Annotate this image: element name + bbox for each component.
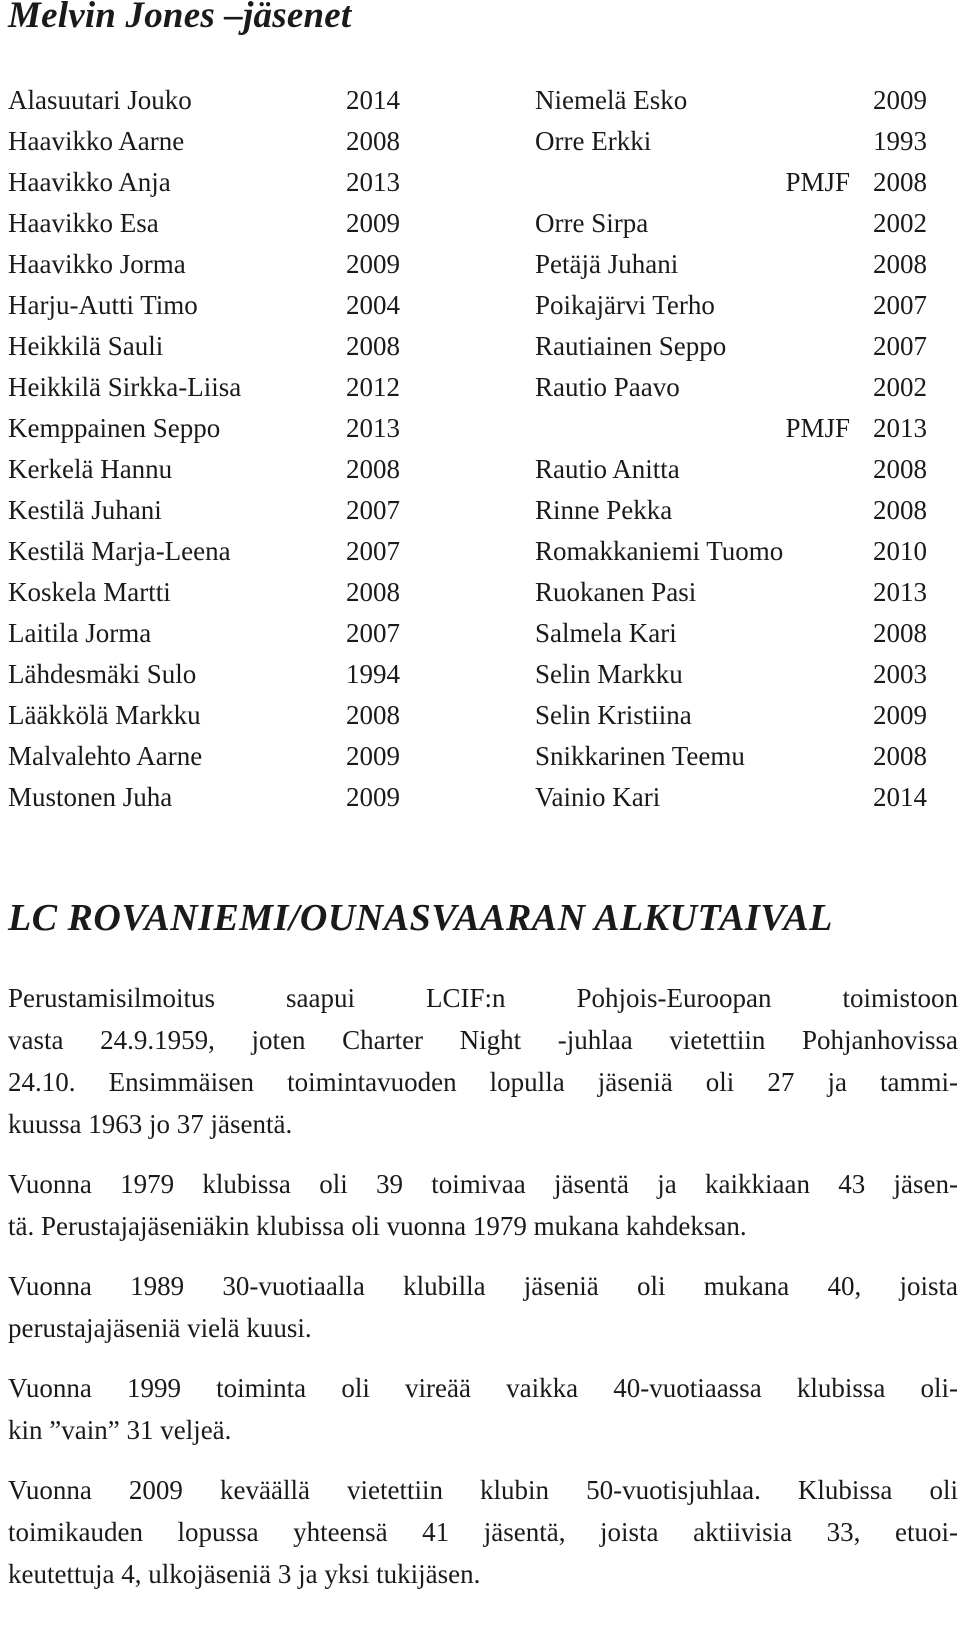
member-row	[535, 490, 927, 531]
member-row	[8, 203, 400, 244]
member-name: Orre Erkki	[535, 126, 652, 156]
member-year: 2008	[873, 167, 927, 197]
member-name: Heikkilä Sirkka-Liisa	[8, 372, 242, 402]
history-body	[8, 977, 958, 1613]
text-line: vasta 24.9.1959, joten Charter Night -juhlaa vietettiin Pohjanhovissa	[8, 1025, 958, 1055]
member-name: Haavikko Jorma	[8, 249, 186, 279]
history-heading: LC ROVANIEMI/OUNASVAARAN ALKUTAIVAL	[8, 897, 833, 939]
member-row	[8, 285, 400, 326]
page-title: Melvin Jones –jäsenet	[8, 0, 352, 36]
member-name: Heikkilä Sauli	[8, 331, 164, 361]
member-name: Rautio Paavo	[535, 372, 680, 402]
member-row	[8, 326, 400, 367]
member-year: 2008	[873, 495, 927, 525]
text-line: toimikauden lopussa yhteensä 41 jäsentä, joista aktiivisia 33, etuoi-	[8, 1517, 958, 1547]
member-year: 2008	[873, 249, 927, 279]
text-line: keutettuja 4, ulkojäseniä 3 ja yksi tukijäsen.	[8, 1559, 481, 1589]
member-year: 2007	[346, 495, 400, 525]
member-row	[8, 736, 400, 777]
member-row	[535, 203, 927, 244]
member-year: 2003	[873, 659, 927, 689]
member-name: Romakkaniemi Tuomo	[535, 536, 784, 566]
member-year: 2007	[346, 536, 400, 566]
text-line: Vuonna 1979 klubissa oli 39 toimivaa jäsentä ja kaikkiaan 43 jäsen-	[8, 1169, 958, 1199]
paragraph	[8, 1265, 958, 1349]
text-line: 24.10. Ensimmäisen toimintavuoden lopulla jäseniä oli 27 ja tammi-	[8, 1067, 958, 1097]
member-row	[535, 449, 927, 490]
member-year: 2004	[346, 290, 400, 320]
member-name: Poikajärvi Terho	[535, 290, 715, 320]
member-name: Salmela Kari	[535, 618, 677, 648]
member-row	[535, 777, 927, 818]
member-row	[535, 736, 927, 777]
member-row	[8, 80, 400, 121]
member-award-row	[535, 162, 927, 203]
member-year: 2014	[346, 85, 400, 115]
member-row	[535, 326, 927, 367]
member-row	[8, 777, 400, 818]
member-year: 2014	[873, 782, 927, 812]
text-line: kuussa 1963 jo 37 jäsentä.	[8, 1109, 293, 1139]
text-line: tä. Perustajajäseniäkin klubissa oli vuonna 1979 mukana kahdeksan.	[8, 1211, 747, 1241]
member-row	[535, 613, 927, 654]
member-name: Harju-Autti Timo	[8, 290, 198, 320]
member-award-row	[535, 408, 927, 449]
member-year: 2013	[873, 577, 927, 607]
member-name: Petäjä Juhani	[535, 249, 679, 279]
member-row	[535, 121, 927, 162]
paragraph	[8, 1469, 958, 1595]
member-year: 2007	[346, 618, 400, 648]
member-row	[535, 285, 927, 326]
member-row	[535, 695, 927, 736]
member-name: Orre Sirpa	[535, 208, 649, 238]
member-year: 2009	[873, 85, 927, 115]
member-name: Haavikko Esa	[8, 208, 159, 238]
member-year: 2012	[346, 372, 400, 402]
member-name: Laitila Jorma	[8, 618, 152, 648]
member-row	[8, 613, 400, 654]
member-year: 2013	[873, 413, 927, 443]
member-year: 2002	[873, 372, 927, 402]
pmjf-label: PMJF	[785, 413, 850, 443]
member-year: 2008	[873, 741, 927, 771]
member-name: Vainio Kari	[535, 782, 661, 812]
member-year: 2008	[873, 618, 927, 648]
member-row	[535, 654, 927, 695]
paragraph	[8, 1367, 958, 1451]
member-row	[535, 367, 927, 408]
member-name: Haavikko Aarne	[8, 126, 185, 156]
member-year: 2008	[346, 454, 400, 484]
member-year: 2008	[346, 331, 400, 361]
member-year: 2007	[873, 331, 927, 361]
member-name: Mustonen Juha	[8, 782, 173, 812]
text-line: Vuonna 1989 30-vuotiaalla klubilla jäseniä oli mukana 40, joista	[8, 1271, 958, 1301]
member-name: Rinne Pekka	[535, 495, 673, 525]
member-year: 2008	[346, 700, 400, 730]
text-line: Perustamisilmoitus saapui LCIF:n Pohjois-Euroopan toimistoon	[8, 983, 958, 1013]
member-row	[535, 572, 927, 613]
members-column-right	[535, 80, 927, 818]
member-year: 2009	[346, 208, 400, 238]
member-row	[8, 121, 400, 162]
member-name: Haavikko Anja	[8, 167, 171, 197]
member-year: 2013	[346, 167, 400, 197]
member-row	[535, 244, 927, 285]
member-year: 2009	[346, 741, 400, 771]
member-year: 2013	[346, 413, 400, 443]
member-row	[535, 531, 927, 572]
member-year: 2008	[873, 454, 927, 484]
member-row	[8, 490, 400, 531]
member-name: Rautio Anitta	[535, 454, 680, 484]
member-year: 2009	[873, 700, 927, 730]
member-name: Kestilä Marja-Leena	[8, 536, 231, 566]
member-year: 2008	[346, 577, 400, 607]
text-line: Vuonna 2009 keväällä vietettiin klubin 50-vuotisjuhlaa. Klubissa oli	[8, 1475, 958, 1505]
text-line: Vuonna 1999 toiminta oli vireää vaikka 40-vuotiaassa klubissa oli-	[8, 1373, 958, 1403]
member-name: Lääkkölä Markku	[8, 700, 201, 730]
member-name: Kemppainen Seppo	[8, 413, 221, 443]
text-line: perustajajäseniä vielä kuusi.	[8, 1313, 312, 1343]
member-row	[8, 367, 400, 408]
member-name: Malvalehto Aarne	[8, 741, 203, 771]
member-name: Snikkarinen Teemu	[535, 741, 745, 771]
member-name: Koskela Martti	[8, 577, 171, 607]
member-year: 2008	[346, 126, 400, 156]
member-name: Niemelä Esko	[535, 85, 688, 115]
member-row	[535, 80, 927, 121]
member-row	[8, 408, 400, 449]
member-year: 1993	[873, 126, 927, 156]
pmjf-label: PMJF	[785, 167, 850, 197]
member-year: 1994	[346, 659, 400, 689]
member-name: Alasuutari Jouko	[8, 85, 192, 115]
member-year: 2002	[873, 208, 927, 238]
member-name: Rautiainen Seppo	[535, 331, 727, 361]
member-row	[8, 449, 400, 490]
member-year: 2010	[873, 536, 927, 566]
member-year: 2009	[346, 782, 400, 812]
member-row	[8, 654, 400, 695]
member-row	[8, 695, 400, 736]
member-name: Selin Kristiina	[535, 700, 692, 730]
member-name: Kestilä Juhani	[8, 495, 162, 525]
member-year: 2007	[873, 290, 927, 320]
member-name: Selin Markku	[535, 659, 683, 689]
member-year: 2009	[346, 249, 400, 279]
member-name: Kerkelä Hannu	[8, 454, 173, 484]
member-name: Ruokanen Pasi	[535, 577, 697, 607]
member-row	[8, 162, 400, 203]
paragraph	[8, 977, 958, 1145]
member-row	[8, 244, 400, 285]
paragraph	[8, 1163, 958, 1247]
member-row	[8, 531, 400, 572]
text-line: kin ”vain” 31 veljeä.	[8, 1415, 232, 1445]
member-name: Lähdesmäki Sulo	[8, 659, 197, 689]
members-column-left	[8, 80, 400, 818]
member-row	[8, 572, 400, 613]
